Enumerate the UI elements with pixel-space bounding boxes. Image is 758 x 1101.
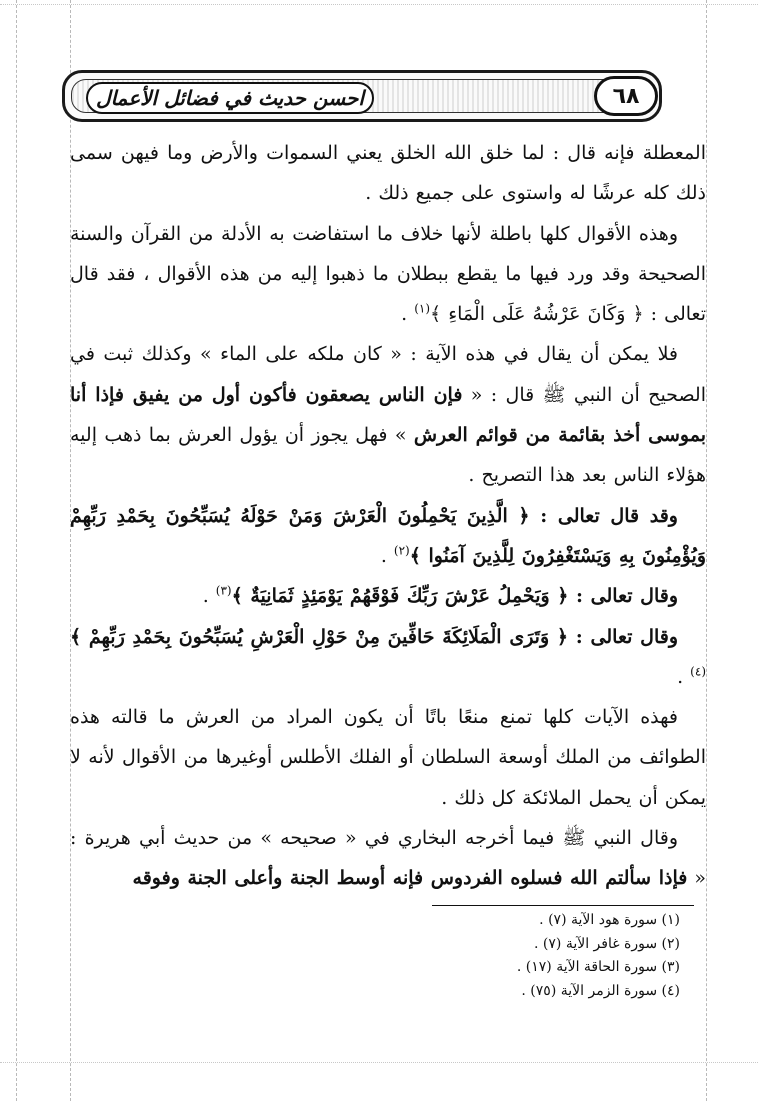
footnote: (٣) سورة الحاقة الآية (١٧) . <box>516 959 680 975</box>
bold-text: وقال تعالى : ﴿ وَيَحْمِلُ عَرْشَ رَبِّكَ فَوْقَهُمْ يَوْمَئِذٍ ثَمَانِيَةٌ ﴾ <box>231 585 678 608</box>
text-run: وقال النبي ﷺ فيما أخرجه البخاري في « صحيحه » من حديث أبي هريرة : « <box>70 827 706 890</box>
footnote: (١) سورة هود الآية (٧) . <box>539 912 680 928</box>
text-run: . <box>380 544 394 567</box>
paragraph <box>70 334 706 495</box>
footnotes <box>400 909 680 1003</box>
page-header <box>62 70 662 122</box>
paragraph <box>70 576 706 616</box>
paragraph <box>70 214 706 335</box>
running-title: احسن حديث في فضائل الأعمال <box>86 82 374 114</box>
text-run: . <box>202 585 216 608</box>
footnote-separator <box>432 905 694 906</box>
bold-text: فإذا سألتم الله فسلوه الفردوس فإنه أوسط الجنة وأعلى الجنة وفوقه <box>132 867 688 890</box>
footnote-ref: (١) <box>414 301 431 316</box>
body-text <box>70 133 706 899</box>
footnote-ref: (٣) <box>215 583 232 598</box>
footnote: (٤) سورة الزمر الآية (٧٥) . <box>521 982 680 999</box>
scan-guide-line <box>0 1062 758 1063</box>
paragraph <box>70 697 706 818</box>
bold-text: وقد قال تعالى : ﴿ الَّذِينَ يَحْمِلُونَ الْعَرْشَ وَمَنْ حَوْلَهُ يُسَبِّحُونَ بِحَمْدِ رَبِّهِمْ وَيُؤْمِنُونَ بِهِ وَيَسْتَغْفِرُونَ لِلَّذِينَ آمَنُوا ﴾ <box>70 504 706 567</box>
paragraph <box>70 818 706 899</box>
text-run: . <box>677 665 691 688</box>
bold-text: فإن الناس يصعقون فأكون أول من يفيق فإذا أنا بموسى أخذ بقائمة من قوائم العرش <box>70 383 706 447</box>
text-run: . <box>401 303 415 326</box>
paragraph <box>70 133 706 214</box>
paragraph <box>70 496 706 577</box>
bold-text: وقال تعالى : ﴿ وَتَرَى الْمَلَائِكَةَ حَافِّينَ مِنْ حَوْلِ الْعَرْشِ يُسَبِّحُونَ بِحَمْدِ رَبِّهِمْ ﴾ <box>70 625 678 648</box>
scan-guide-line <box>0 4 758 5</box>
paragraph <box>70 617 706 698</box>
footnote-ref: (٢) <box>393 543 410 558</box>
text-run: فلا يمكن أن يقال في هذه الآية : « كان ملكه على الماء » وكذلك ثبت في الصحيح أن النبي ﷺ قال : « <box>70 343 706 406</box>
scan-guide-line <box>706 0 707 1101</box>
text-run: المعطلة فإنه قال : لما خلق الله الخلق يعني السموات والأرض وما فيهن سمى ذلك كله عرشًا له واستوى على جميع ذلك . <box>70 142 706 205</box>
scan-guide-line <box>16 0 17 1101</box>
footnote-ref: (٤) <box>690 664 706 679</box>
text-run: » فهل يجوز أن يؤول العرش بما ذهب إليه هؤلاء الناس بعد هذا التصريح . <box>70 424 706 487</box>
page-number: ٦٨ <box>594 76 658 116</box>
footnote: (٢) سورة غافر الآية (٧) . <box>534 935 680 952</box>
text-run: فهذه الآيات كلها تمنع منعًا باتًا أن يكون المراد من العرش ما قالته هذه الطوائف من الملك أوسعة السلطان أو الفلك الأطلس أوغيرها من الأقوال لأنه لا يمكن أن يحمل الملائكة كل ذلك . <box>70 706 706 809</box>
text-run: وهذه الأقوال كلها باطلة لأنها خلاف ما استفاضت به الأدلة من القرآن والسنة الصحيحة وقد ورد فيها ما يقطع ببطلان ما ذهبوا إليه من هذه الأقوال ، فقد قال تعالى : ﴿ وَكَانَ عَرْشُهُ عَلَى الْمَاءِ ﴾ <box>70 222 706 326</box>
